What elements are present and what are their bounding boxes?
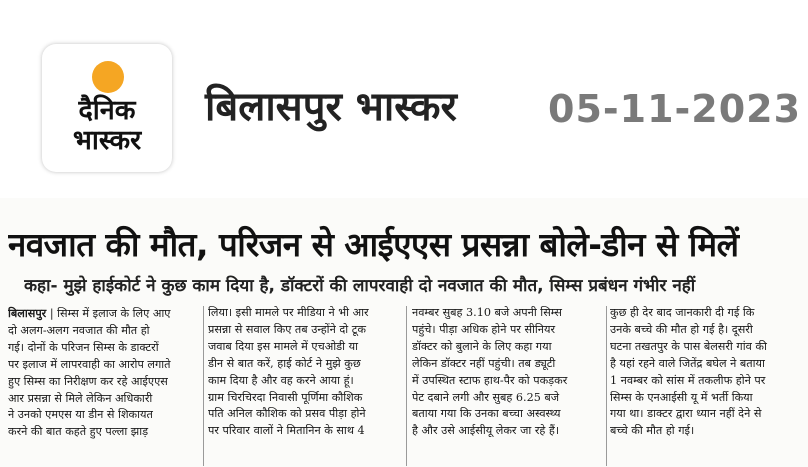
article-headline: नवजात की मौत, परिजन से आईएएस प्रसन्ना बोले-डीन से मिलें <box>8 225 739 264</box>
column-line: बताया गया कि उनका बच्चा अस्वस्थ्य <box>412 407 561 421</box>
column-line: पहुंचे। पीड़ा अधिक होने पर सीनियर <box>412 322 556 336</box>
column-line: गई। दोनों के परिजन सिम्स के डाक्टरों <box>8 340 159 354</box>
article-column-1 <box>8 305 198 467</box>
article-subheadline: कहा- मुझे हाईकोर्ट ने कुछ काम दिया है, डॉक्टरों की लापरवाही दो नवजात की मौत, सिम्स प्रबंधन गंभीर नहीं <box>24 276 696 296</box>
logo-text-line2: भास्कर <box>72 125 142 156</box>
logo-text-line1: दैनिक <box>78 95 136 126</box>
sun-icon <box>92 61 124 93</box>
column-divider <box>406 306 407 466</box>
column-line: डीन से बात करें, हाई कोर्ट ने मुझे कुछ <box>208 356 361 370</box>
column-line: हुए सिम्स का निरीक्षण कर रहे आईएएस <box>8 374 168 388</box>
column-line: पर परिवार वालों ने मितानिन के साथ 4 <box>208 424 365 438</box>
column-line: पति अनिल कौशिक को प्रसव पीड़ा होने <box>208 407 366 421</box>
column-line: डॉक्टर को बुलाने के लिए कहा गया <box>412 339 552 353</box>
column-line: काम दिया है और वह करने आया हूं। <box>208 373 354 387</box>
column-line: बच्चे की मौत हो गई। <box>610 424 695 438</box>
column-line: ग्राम चिरचिरदा निवासी पूर्णिमा कौशिक <box>208 390 363 404</box>
column-line: गया था। डाक्टर द्वारा ध्यान नहीं देने से <box>610 407 762 421</box>
column-line: में उपस्थित स्टाफ हाथ-पैर को पकड़कर <box>412 373 568 387</box>
column-line: पेट दबाने लगी और सुबह 6.25 बजे <box>412 390 560 404</box>
column-line: | सिम्स में इलाज के लिए आए <box>49 307 171 320</box>
column-line: ने उनको एमएस या डीन से शिकायत <box>8 408 153 422</box>
column-line: घटना तखतपुर के पास बेलसरी गांव की <box>610 339 767 353</box>
column-line: है और उसे आईसीयू लेकर जा रहे हैं। <box>412 424 560 438</box>
column-line: लिया। इसी मामले पर मीडिया ने भी आर <box>208 306 369 319</box>
column-line: उनके बच्चे की मौत हो गई है। दूसरी <box>610 322 753 336</box>
article-column-2 <box>208 305 400 467</box>
column-line: 1 नवम्बर को सांस में तकलीफ होने पर <box>610 373 766 387</box>
column-divider <box>203 306 204 466</box>
column-line: नवम्बर सुबह 3.10 बजे अपनी सिम्स <box>412 306 562 319</box>
column-line: प्रसन्ना से सवाल किए तब उन्होंने दो टूक <box>208 322 366 336</box>
column-line: आर प्रसन्ना से मिले लेकिन अधिकारी <box>8 391 153 405</box>
column-line: कुछ ही देर बाद जानकारी दी गई कि <box>610 306 755 319</box>
column-line: पर इलाज में लापरवाही का आरोप लगाते <box>8 357 171 371</box>
edition-date: 05-11-2023 <box>548 87 802 131</box>
column-line: जवाब दिया इस मामले में एचओडी या <box>208 339 358 353</box>
column-line: है यहां रहने वाले जितेंद्र बघेल ने बताया <box>610 356 765 370</box>
article-column-4 <box>610 305 802 467</box>
article-dateline: बिलासपुर <box>8 306 47 320</box>
column-line: दो अलग-अलग नवजात की मौत हो <box>8 323 150 337</box>
dainik-bhaskar-logo <box>42 44 172 172</box>
column-line: लेकिन डॉक्टर नहीं पहुंची। तब ड्यूटी <box>412 356 556 370</box>
column-line: सिम्स के एनआईसी यू में भर्ती किया <box>610 390 753 404</box>
masthead-header <box>0 0 808 190</box>
column-divider <box>606 306 607 466</box>
column-line: करने की बात कहते हुए पल्ला झाड़ <box>8 425 149 439</box>
edition-name: बिलासपुर भास्कर <box>205 84 457 130</box>
article-column-3 <box>412 305 602 467</box>
